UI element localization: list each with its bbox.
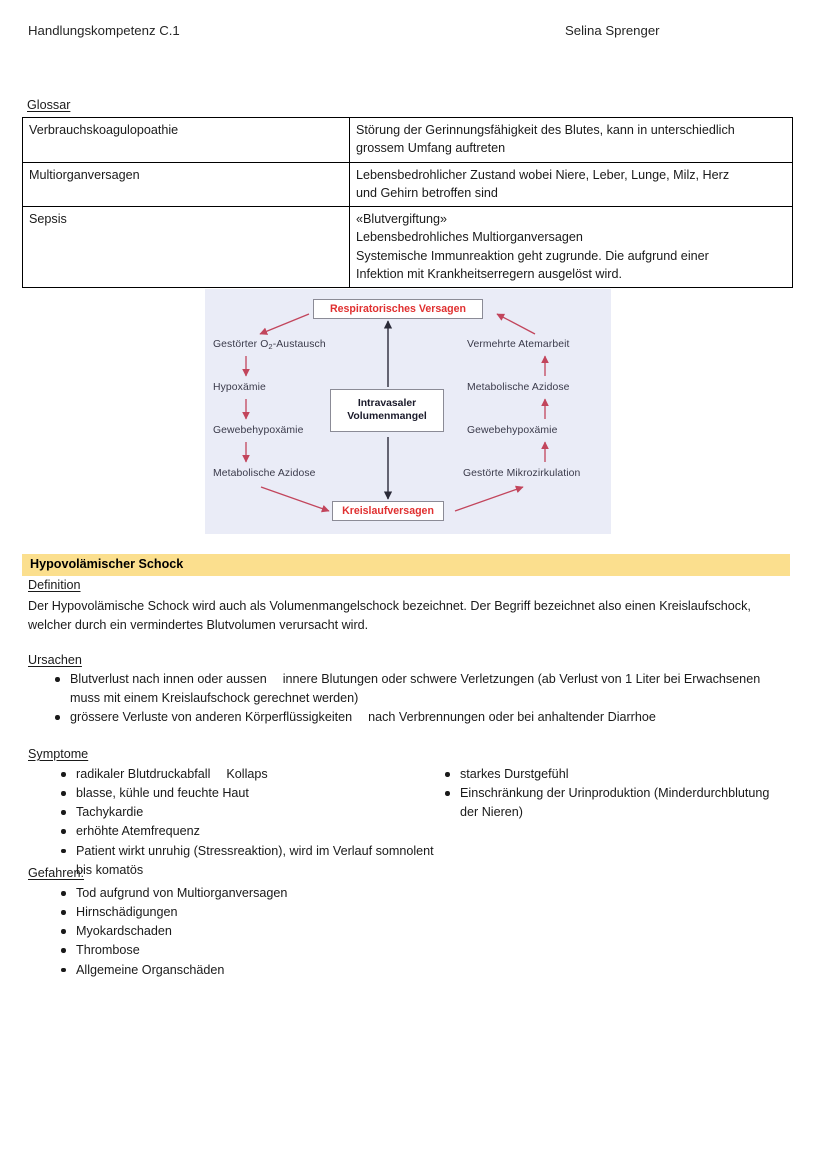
- list-item: [56, 903, 476, 922]
- diagram-box-intravascular-volume-deficit: [330, 389, 444, 432]
- diagram-node-metabolische-azidose-right: Metabolische Azidose: [467, 382, 570, 393]
- list-item: [56, 765, 436, 784]
- center-box-line-2: Volumenmangel: [347, 410, 427, 422]
- header-author-name: Selina Sprenger: [565, 22, 660, 38]
- glossar-definition: [350, 207, 793, 288]
- symptom-text: Einschränkung der Urinproduktion: [460, 786, 651, 801]
- diagram-node-gestoerte-mikrozirkulation: Gestörte Mikrozirkulation: [463, 468, 581, 479]
- symptome-list-left: [56, 765, 436, 880]
- diagram-node-gewebehypoxaemie-right: Gewebehypoxämie: [467, 425, 558, 436]
- list-item: [56, 803, 436, 822]
- symptom-text: blasse, kühle und feuchte Haut: [76, 786, 249, 801]
- definition-line: grossem Umfang auftreten: [356, 141, 506, 156]
- diagram-node-gewebehypoxaemie-left: Gewebehypoxämie: [213, 425, 304, 436]
- glossar-definition: [350, 118, 793, 163]
- ursachen-label: Ursachen: [28, 653, 82, 667]
- glossar-label: Glossar: [27, 98, 71, 112]
- glossar-term: Multiorganversagen: [23, 162, 350, 207]
- gefahr-text: Myokardschaden: [76, 924, 172, 939]
- symptom-text-2: (Minderdurchblutung der Nieren): [460, 786, 770, 820]
- header-course-title: Handlungskompetenz C.1: [28, 22, 180, 38]
- diagram-node-vermehrte-atemarbeit: Vermehrte Atemarbeit: [467, 339, 570, 350]
- gefahr-text: Thrombose: [76, 943, 140, 958]
- diagram-node-gestoerter-o2-austausch: Gestörter $O_2$-Austausch: [213, 339, 326, 351]
- symptome-list-right: [440, 765, 780, 822]
- symptom-text: Tachykardie: [76, 805, 144, 820]
- diagram-box-circulatory-failure: Kreislaufversagen: [332, 501, 444, 521]
- ursachen-item-part2: innere Blutungen oder schwere Verletzungen (ab Verlust von 1 Liter bei: [282, 672, 681, 686]
- list-item: [50, 708, 780, 727]
- page-title: Hypovolämischer Schock: [30, 557, 184, 571]
- symptom-text-2: Kollaps: [226, 767, 268, 781]
- list-item: [440, 765, 780, 784]
- glossar-table: [22, 117, 793, 288]
- definition-line-1: Der Hypovolämische Schock wird auch als Volumenmangelschock bezeichnet. Der Begriff bezeichnet also einen: [28, 599, 656, 613]
- definition-text: [28, 597, 773, 635]
- ursachen-item-part1: grössere Verluste von anderen Körperflüssigkeiten: [70, 710, 353, 725]
- table-row: [23, 207, 793, 288]
- symptom-text: Patient wirkt unruhig (Stressreaktion), wird im: [76, 843, 330, 858]
- symptome-label: Symptome: [28, 747, 89, 761]
- section-heading-highlight: [22, 554, 790, 576]
- list-item: [56, 961, 476, 980]
- definition-line: Systemische Immunreaktion geht zugrunde. Die aufgrund einer: [356, 248, 709, 263]
- list-item: [56, 822, 436, 841]
- gefahr-text: Allgemeine Organschäden: [76, 962, 225, 977]
- gefahren-list: [56, 884, 476, 980]
- diagram-node-metabolische-azidose-left: Metabolische Azidose: [213, 468, 316, 479]
- ursachen-item-part2: nach Verbrennungen oder bei anhaltender Diarrhoe: [368, 710, 656, 725]
- list-item: [50, 670, 780, 708]
- list-item: [56, 784, 436, 803]
- list-item: [56, 922, 476, 941]
- table-row: [23, 118, 793, 163]
- glossar-term: Verbrauchskoagulopoathie: [23, 118, 350, 163]
- ursachen-list: [50, 670, 780, 727]
- definition-line-2: Kreislaufschock, welcher durch ein vermindertes Blutvolumen verursacht wird.: [28, 599, 751, 633]
- shock-cycle-diagram: [205, 289, 611, 534]
- definition-line: Lebensbedrohlicher Zustand wobei Niere, Leber, Lunge, Milz, Herz: [356, 167, 730, 182]
- diagram-box-respiratory-failure: Respiratorisches Versagen: [313, 299, 483, 319]
- list-item: [56, 941, 476, 960]
- symptom-text-2: Verlauf somnolent bis komatös: [76, 843, 434, 877]
- list-item: [440, 784, 780, 822]
- gefahren-label: Gefahren:: [28, 866, 85, 880]
- definition-label: Definition: [28, 578, 81, 592]
- ursachen-item-part1: Blutverlust nach innen oder aussen: [70, 672, 267, 686]
- gefahr-text: Tod aufgrund von Multiorganversagen: [76, 886, 288, 900]
- definition-line: «Blutvergiftung»: [356, 212, 448, 226]
- gefahr-text: Hirnschädigungen: [76, 905, 178, 920]
- document-header: [28, 20, 800, 40]
- symptom-text: starkes Durstgefühl: [460, 767, 569, 781]
- glossar-term: Sepsis: [23, 207, 350, 288]
- center-box-line-1: Intravasaler: [357, 397, 417, 409]
- definition-line: Störung der Gerinnungsfähigkeit des Blutes, kann in unterschiedlich: [356, 123, 735, 137]
- list-item: [56, 884, 476, 903]
- symptom-text: erhöhte Atemfrequenz: [76, 824, 200, 839]
- diagram-node-hypoxaemie-left: Hypoxämie: [213, 382, 266, 393]
- symptom-text: radikaler Blutdruckabfall: [76, 767, 211, 781]
- definition-line: Lebensbedrohliches Multiorganversagen: [356, 230, 583, 245]
- table-row: [23, 162, 793, 207]
- definition-line: Infektion mit Krankheitserregern ausgelöst wird.: [356, 266, 622, 281]
- glossar-definition: [350, 162, 793, 207]
- list-item: [56, 842, 436, 880]
- ursachen-item-part3: Erwachsenen muss mit einem Kreislaufschock gerechnet werden): [70, 672, 761, 706]
- definition-line: und Gehirn betroffen sind: [356, 185, 498, 200]
